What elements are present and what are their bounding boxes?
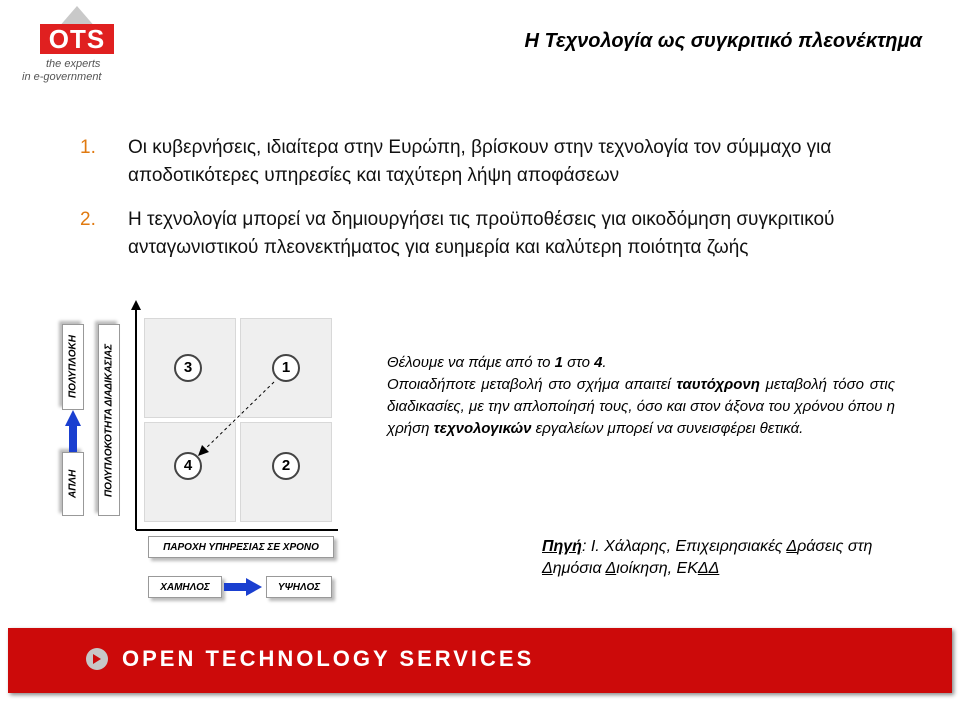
- point-2: [80, 206, 910, 262]
- goal-end: .: [602, 354, 607, 371]
- x-left-label: ΧΑΜΗΛΟΣ: [148, 576, 222, 598]
- x-axis-label: ΠΑΡΟΧΗ ΥΠΗΡΕΣΙΑΣ ΣΕ ΧΡΟΝΟ: [148, 536, 334, 558]
- footer-brand: OPEN TECHNOLOGY SERVICES: [122, 646, 535, 671]
- source-text-1: : Ι. Χάλαρης, Επιχειρησιακές: [581, 538, 787, 555]
- source-text-2: ράσεις στη: [797, 538, 873, 555]
- point-1: [80, 134, 910, 190]
- quadrant-3-marker: 3: [174, 354, 202, 382]
- quadrant-4-marker: 4: [174, 452, 202, 480]
- y-top-label: ΠΟΛΥΠΛΟΚΗ: [62, 324, 84, 410]
- source-label: Πηγή: [542, 538, 582, 555]
- logo-tagline-1: the experts: [46, 58, 101, 70]
- dashed-arrow: [62, 300, 352, 540]
- point-text: Οι κυβερνήσεις, ιδιαίτερα στην Ευρώπη, βρίσκουν στην τεχνολογία τον σύμμαχο για αποδοτικότερες υπηρεσίες και ταχύτερη λήψη αποφάσεων: [128, 137, 832, 186]
- goal-mid: στο: [562, 354, 595, 371]
- body-part-b: μεταβολή τόσο στις διαδικασίες, με την απλοποίησή τους, όσο και στον άξονα του χρόνου όπου η χρήση: [387, 376, 895, 437]
- logo-tagline-2: in e-government: [22, 71, 102, 83]
- goal-to: 4: [594, 354, 603, 371]
- right-arrow-icon: [224, 576, 264, 598]
- y-axis-label: ΠΟΛΥΠΛΟΚΟΤΗΤΑ ΔΙΑΔΙΚΑΣΙΑΣ: [98, 324, 120, 516]
- explanation-paragraph: [387, 352, 895, 440]
- quadrant-2-marker: 2: [272, 452, 300, 480]
- body-bold-2: τεχνολογικών: [433, 420, 532, 437]
- body-bold-1: ταυτόχρονη: [676, 376, 760, 393]
- body-part-c: εργαλείων μπορεί να συνεισφέρει θετικά.: [531, 420, 804, 437]
- logo-text: OTS: [40, 24, 114, 54]
- chevron-right-icon: [86, 648, 108, 670]
- body-part-a: Οποιαδήποτε μεταβολή στο σχήμα απαιτεί: [387, 376, 677, 393]
- source-citation: [542, 536, 902, 580]
- ots-logo: [18, 6, 133, 86]
- source-u3: Δ: [605, 560, 617, 577]
- point-number: 1.: [80, 137, 96, 158]
- goal-from: 1: [554, 354, 563, 371]
- goal-text: Θέλουμε να πάμε από το: [387, 354, 555, 371]
- source-u1: Δ: [786, 538, 798, 555]
- source-text-3: ημόσια: [552, 560, 606, 577]
- quadrant-1-marker: 1: [272, 354, 300, 382]
- point-text: Η τεχνολογία μπορεί να δημιουργήσει τις προϋποθέσεις για οικοδόμηση συγκριτικού ανταγωνιστικού πλεονεκτήματος για ευημερία και καλύτερη ποιότητα ζωής: [128, 209, 835, 258]
- body-text: [387, 374, 895, 440]
- x-right-label: ΥΨΗΛΟΣ: [266, 576, 332, 598]
- point-number: 2.: [80, 209, 96, 230]
- source-u2: Δ: [542, 560, 553, 577]
- source-u4: ΔΔ: [697, 560, 720, 577]
- complexity-time-diagram: [62, 300, 352, 620]
- footer-banner: [8, 628, 952, 693]
- y-bottom-label: ΑΠΛΗ: [62, 452, 84, 516]
- goal-line: [387, 352, 895, 374]
- slide-title: Η Τεχνολογία ως συγκριτικό πλεονέκτημα: [524, 30, 922, 52]
- source-text-4: ιοίκηση, ΕΚ: [616, 560, 698, 577]
